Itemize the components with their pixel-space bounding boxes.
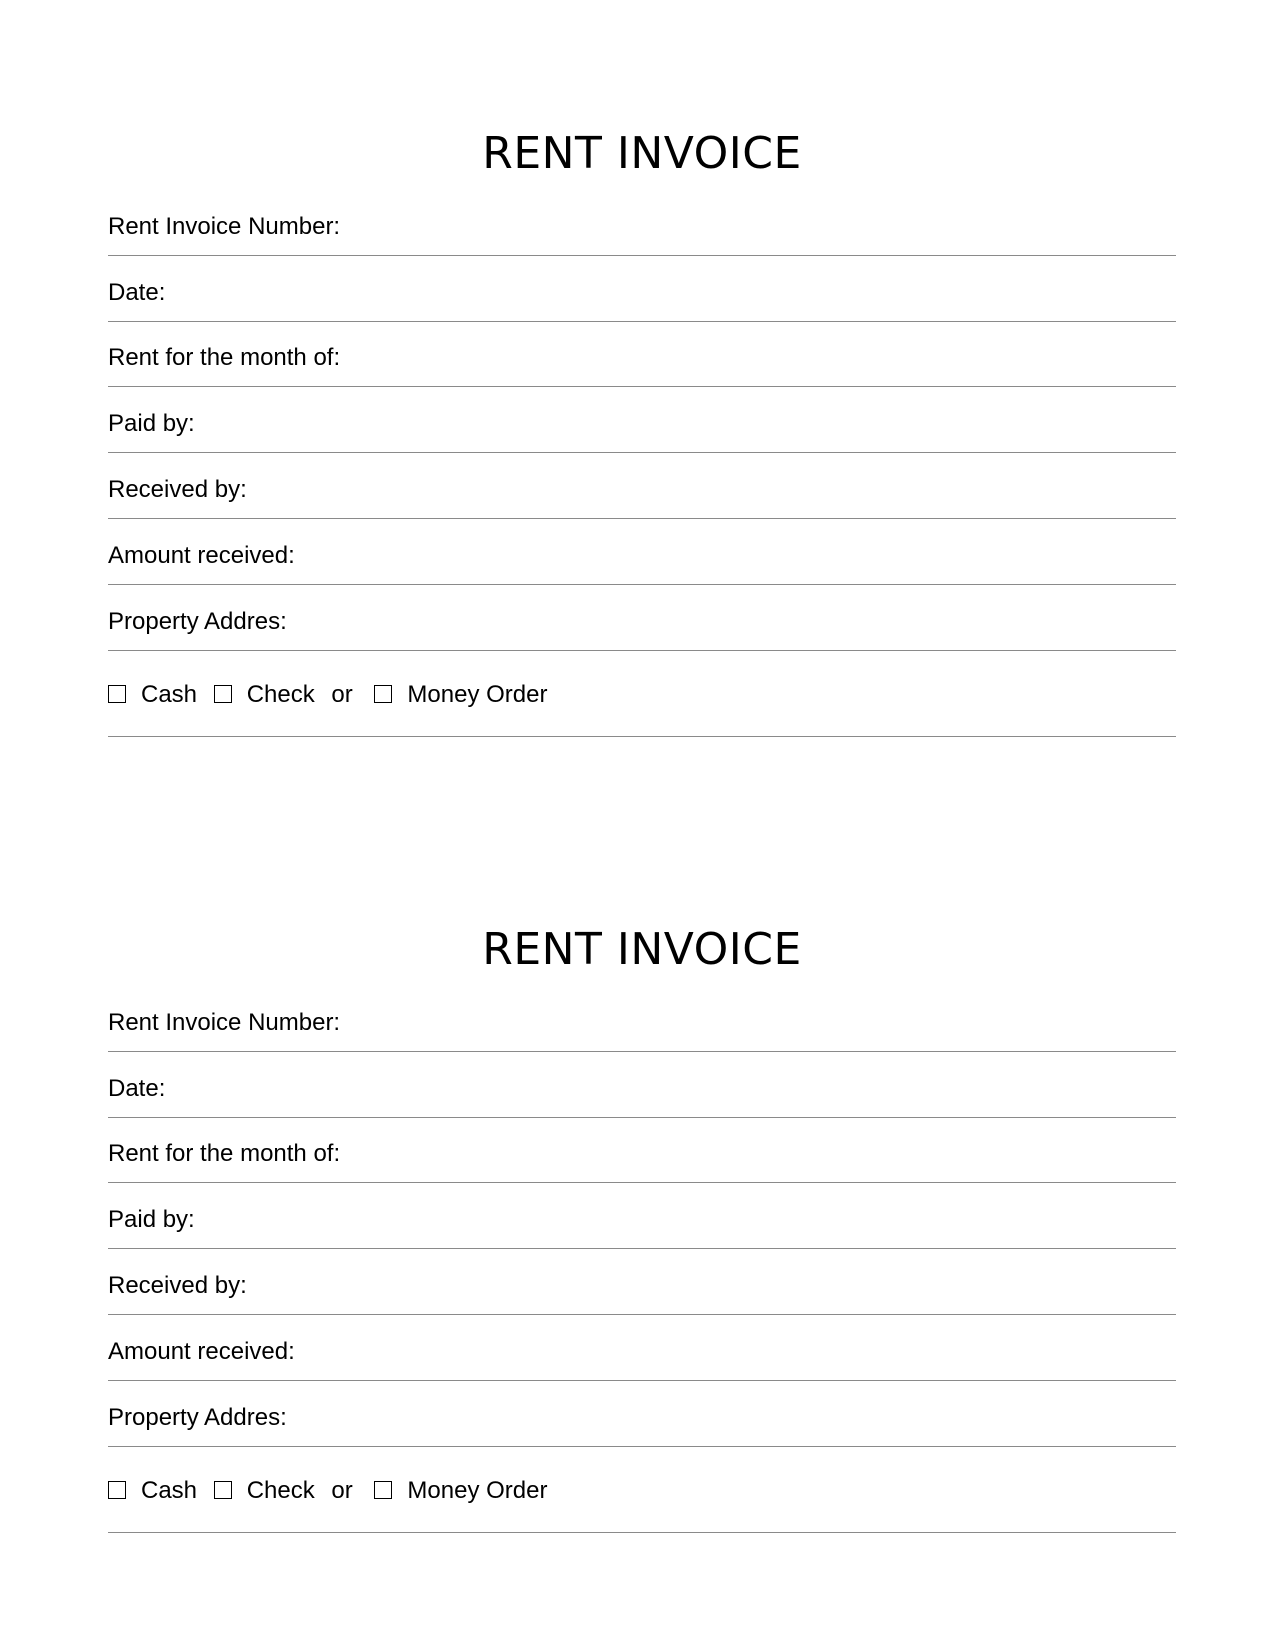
- rent-month-label: Rent for the month of:: [108, 344, 341, 372]
- rent-invoice-1: [108, 122, 1176, 737]
- cash-label: Cash: [141, 680, 198, 708]
- received-by-field[interactable]: [108, 1249, 1176, 1315]
- rent-month-field[interactable]: [108, 322, 1176, 388]
- date-field[interactable]: [108, 1052, 1176, 1118]
- check-checkbox[interactable]: [214, 685, 232, 703]
- invoice-number-label: Rent Invoice Number:: [108, 1008, 341, 1036]
- check-label: Check: [246, 680, 315, 708]
- invoice-number-field[interactable]: [108, 190, 1176, 256]
- money-order-checkbox[interactable]: [374, 685, 392, 703]
- amount-received-label: Amount received:: [108, 1337, 295, 1365]
- cash-checkbox[interactable]: [108, 1481, 126, 1499]
- payment-method-row: [108, 651, 1176, 737]
- paid-by-label: Paid by:: [108, 1206, 195, 1234]
- received-by-field[interactable]: [108, 453, 1176, 519]
- received-by-label: Received by:: [108, 475, 247, 503]
- rent-month-field[interactable]: [108, 1118, 1176, 1184]
- payment-options: [108, 681, 557, 709]
- date-label: Date:: [108, 278, 166, 306]
- amount-received-field[interactable]: [108, 519, 1176, 585]
- or-text: or: [331, 680, 353, 708]
- rent-invoice-2: [108, 918, 1176, 1533]
- property-address-field[interactable]: [108, 1381, 1176, 1447]
- rent-month-label: Rent for the month of:: [108, 1140, 341, 1168]
- paid-by-field[interactable]: [108, 387, 1176, 453]
- payment-options: [108, 1477, 557, 1505]
- payment-method-row: [108, 1447, 1176, 1533]
- paid-by-label: Paid by:: [108, 410, 195, 438]
- property-address-label: Property Addres:: [108, 607, 287, 635]
- check-checkbox[interactable]: [214, 1481, 232, 1499]
- property-address-field[interactable]: [108, 585, 1176, 651]
- date-label: Date:: [108, 1074, 166, 1102]
- date-field[interactable]: [108, 256, 1176, 322]
- cash-checkbox[interactable]: [108, 685, 126, 703]
- money-order-label: Money Order: [407, 1476, 548, 1504]
- invoice-title: RENT INVOICE: [482, 128, 802, 179]
- amount-received-field[interactable]: [108, 1315, 1176, 1381]
- or-text: or: [331, 1476, 353, 1504]
- money-order-checkbox[interactable]: [374, 1481, 392, 1499]
- cash-label: Cash: [141, 1476, 198, 1504]
- invoice-number-field[interactable]: [108, 986, 1176, 1052]
- paid-by-field[interactable]: [108, 1183, 1176, 1249]
- received-by-label: Received by:: [108, 1271, 247, 1299]
- invoice-title: RENT INVOICE: [482, 924, 802, 975]
- check-label: Check: [246, 1476, 315, 1504]
- invoice-number-label: Rent Invoice Number:: [108, 212, 341, 240]
- money-order-label: Money Order: [407, 680, 548, 708]
- property-address-label: Property Addres:: [108, 1403, 287, 1431]
- amount-received-label: Amount received:: [108, 541, 295, 569]
